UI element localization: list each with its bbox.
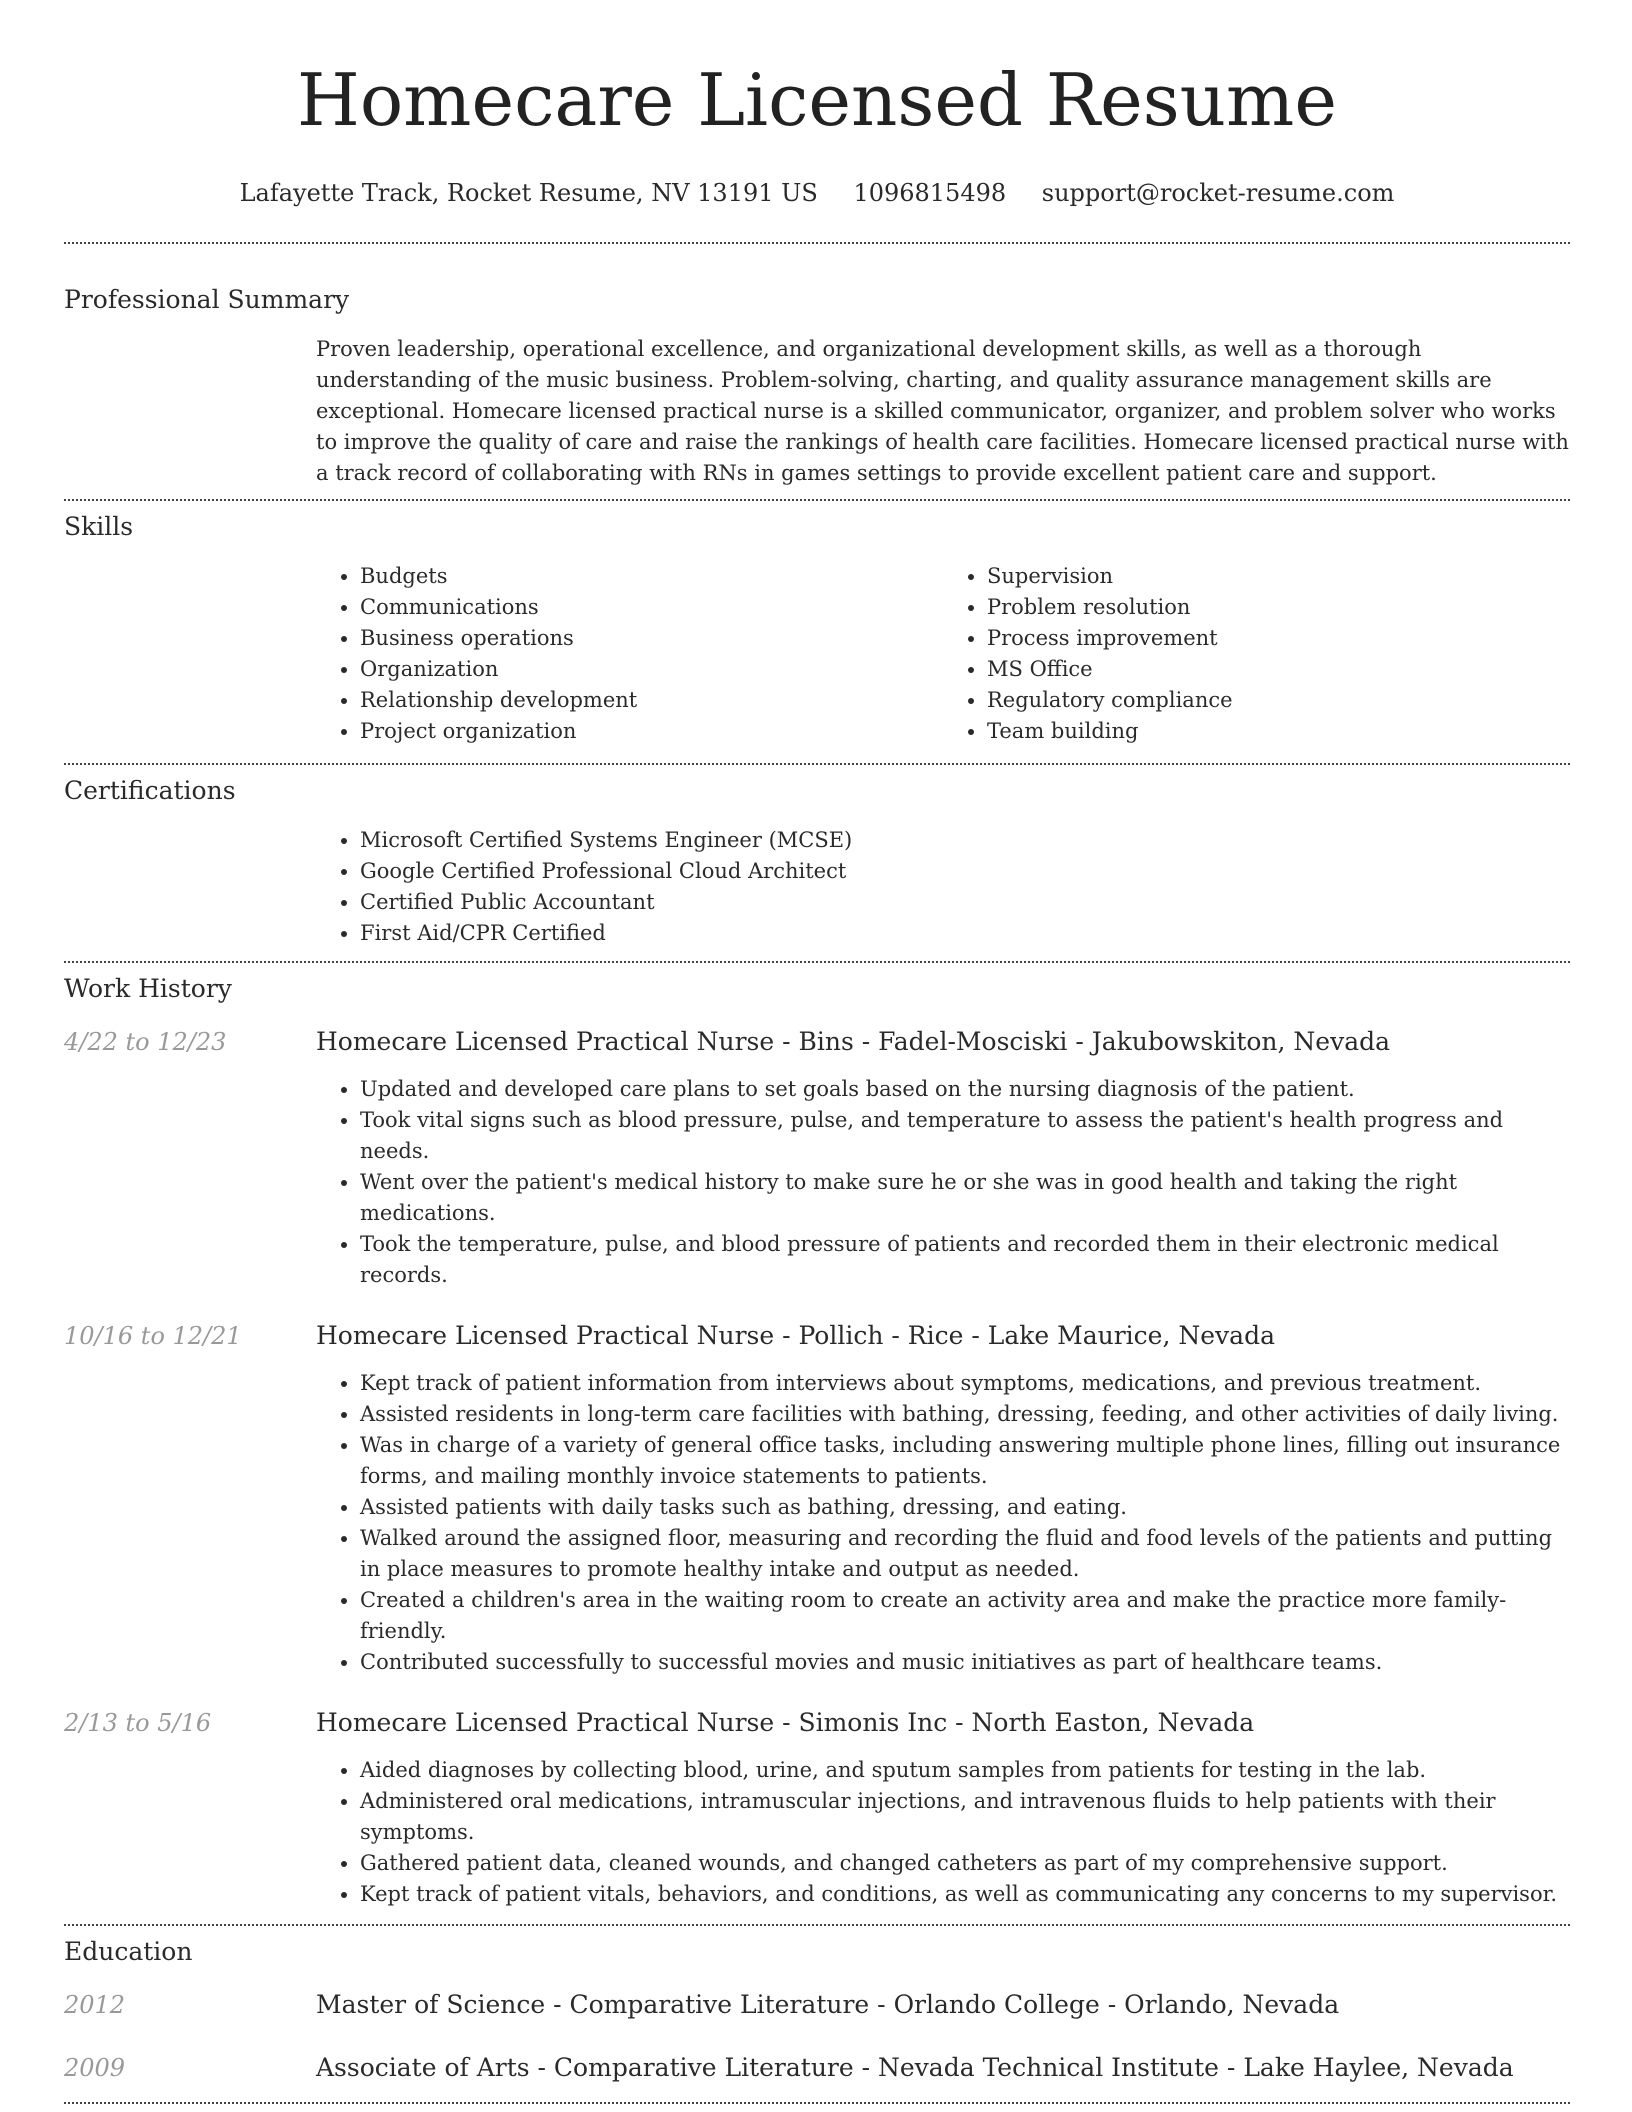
summary-text: Proven leadership, operational excellence, and organizational development skills, as well as a thorough understanding of the music business. Problem-solving, charting, and quality assurance management skills are exceptional. Homecare licensed practical nurse is a skilled communicator, organizer, and problem solver who works to improve the quality of care and raise the rankings of health care facilities. Homecare licensed practical nurse with a track record of collaborating with RNs in games settings to provide excellent patient care and support. — [316, 337, 1569, 485]
skill-item: • Relationship development — [360, 685, 943, 716]
resume-title: Homecare Licensed Resume — [297, 58, 1337, 142]
certification-item: • First Aid/CPR Certified — [360, 918, 1570, 949]
education-year: 2012 — [64, 1991, 126, 2019]
education-title: Associate of Arts - Comparative Literature - Nevada Technical Institute - Lake Haylee, Nevada — [316, 2053, 1514, 2082]
skill-item: • Process improvement — [987, 623, 1570, 654]
job-title: Homecare Licensed Practical Nurse - Pollich - Rice - Lake Maurice, Nevada — [316, 1321, 1275, 1350]
resume-page — [64, 0, 1570, 2104]
skill-item: • Supervision — [987, 561, 1570, 592]
skill-item: • Organization — [360, 654, 943, 685]
certification-item: • Microsoft Certified Systems Engineer (MCSE) — [360, 825, 1570, 856]
certification-item: • Certified Public Accountant — [360, 887, 1570, 918]
summary-heading: Professional Summary — [64, 285, 350, 314]
divider — [64, 961, 1570, 963]
job-bullet: • Kept track of patient vitals, behaviors, and conditions, as well as communicating any concerns to my supervisor. — [360, 1879, 1570, 1910]
job-bullet: • Took vital signs such as blood pressure, pulse, and temperature to assess the patient's health progress and needs. — [360, 1105, 1570, 1167]
skill-item: • Problem resolution — [987, 592, 1570, 623]
certifications-list — [316, 825, 1570, 949]
skills-heading: Skills — [64, 512, 134, 541]
skill-item: • Project organization — [360, 716, 943, 747]
job-title: Homecare Licensed Practical Nurse - Simonis Inc - North Easton, Nevada — [316, 1708, 1255, 1737]
certifications-section — [64, 775, 1570, 949]
contact-line — [64, 178, 1570, 208]
work-section — [64, 973, 1570, 1910]
job-dates: 4/22 to 12/23 — [64, 1028, 227, 1056]
divider — [64, 763, 1570, 765]
job-dates: 2/13 to 5/16 — [64, 1709, 212, 1737]
address: Lafayette Track, Rocket Resume, NV 13191 US — [239, 179, 818, 207]
skill-item: • Regulatory compliance — [987, 685, 1570, 716]
job-bullet: • Aided diagnoses by collecting blood, urine, and sputum samples from patients for testing in the lab. — [360, 1755, 1570, 1786]
job-bullet: • Took the temperature, pulse, and blood pressure of patients and recorded them in their electronic medical records. — [360, 1229, 1570, 1291]
education-section — [64, 1936, 1570, 2082]
divider — [64, 499, 1570, 501]
education-year: 2009 — [64, 2054, 126, 2082]
job-bullet: • Contributed successfully to successful movies and music initiatives as part of healthcare teams. — [360, 1647, 1570, 1678]
skills-list — [316, 561, 1570, 747]
job-dates: 10/16 to 12/21 — [64, 1322, 242, 1350]
job-bullet: • Went over the patient's medical history to make sure he or she was in good health and taking the right medications. — [360, 1167, 1570, 1229]
job-title: Homecare Licensed Practical Nurse - Bins - Fadel-Mosciski - Jakubowskiton, Nevada — [316, 1027, 1391, 1056]
job-bullet: • Walked around the assigned floor, measuring and recording the fluid and food levels of the patients and putting in place measures to promote healthy intake and output as needed. — [360, 1523, 1570, 1585]
education-heading: Education — [64, 1937, 193, 1966]
education-entry — [64, 1990, 1570, 2019]
education-title: Master of Science - Comparative Literature - Orlando College - Orlando, Nevada — [316, 1990, 1340, 2019]
job-bullet: • Gathered patient data, cleaned wounds, and changed catheters as part of my comprehensive support. — [360, 1848, 1570, 1879]
job-bullet: • Updated and developed care plans to set goals based on the nursing diagnosis of the patient. — [360, 1074, 1570, 1105]
skills-section — [64, 511, 1570, 747]
skill-item: • Budgets — [360, 561, 943, 592]
skill-item: • MS Office — [987, 654, 1570, 685]
job-bullets — [316, 1074, 1570, 1291]
skill-item: • Business operations — [360, 623, 943, 654]
job-bullet: • Assisted residents in long-term care facilities with bathing, dressing, feeding, and other activities of daily living. — [360, 1399, 1570, 1430]
job-bullet: • Was in charge of a variety of general office tasks, including answering multiple phone lines, filling out insurance forms, and mailing monthly invoice statements to patients. — [360, 1430, 1570, 1492]
job-bullet: • Kept track of patient information from interviews about symptoms, medications, and previous treatment. — [360, 1368, 1570, 1399]
job-bullet: • Created a children's area in the waiting room to create an activity area and make the practice more family-friendly. — [360, 1585, 1570, 1647]
skills-column-left — [316, 561, 943, 747]
job-bullet: • Administered oral medications, intramuscular injections, and intravenous fluids to help patients with their symptoms. — [360, 1786, 1570, 1848]
education-entry — [64, 2053, 1570, 2082]
divider — [64, 242, 1570, 244]
job-entry — [64, 1027, 1570, 1291]
work-heading: Work History — [64, 974, 232, 1003]
skill-item: • Team building — [987, 716, 1570, 747]
divider — [64, 1924, 1570, 1926]
job-bullet: • Assisted patients with daily tasks such as bathing, dressing, and eating. — [360, 1492, 1570, 1523]
skills-column-right — [943, 561, 1570, 747]
phone: 1096815498 — [853, 179, 1007, 207]
summary-section — [64, 284, 1570, 489]
job-entry — [64, 1321, 1570, 1678]
certifications-heading: Certifications — [64, 776, 236, 805]
certification-item: • Google Certified Professional Cloud Architect — [360, 856, 1570, 887]
job-bullets — [316, 1368, 1570, 1678]
job-bullets — [316, 1755, 1570, 1910]
skill-item: • Communications — [360, 592, 943, 623]
job-entry — [64, 1708, 1570, 1910]
email: support@rocket-resume.com — [1041, 179, 1395, 207]
divider — [64, 2102, 1570, 2104]
